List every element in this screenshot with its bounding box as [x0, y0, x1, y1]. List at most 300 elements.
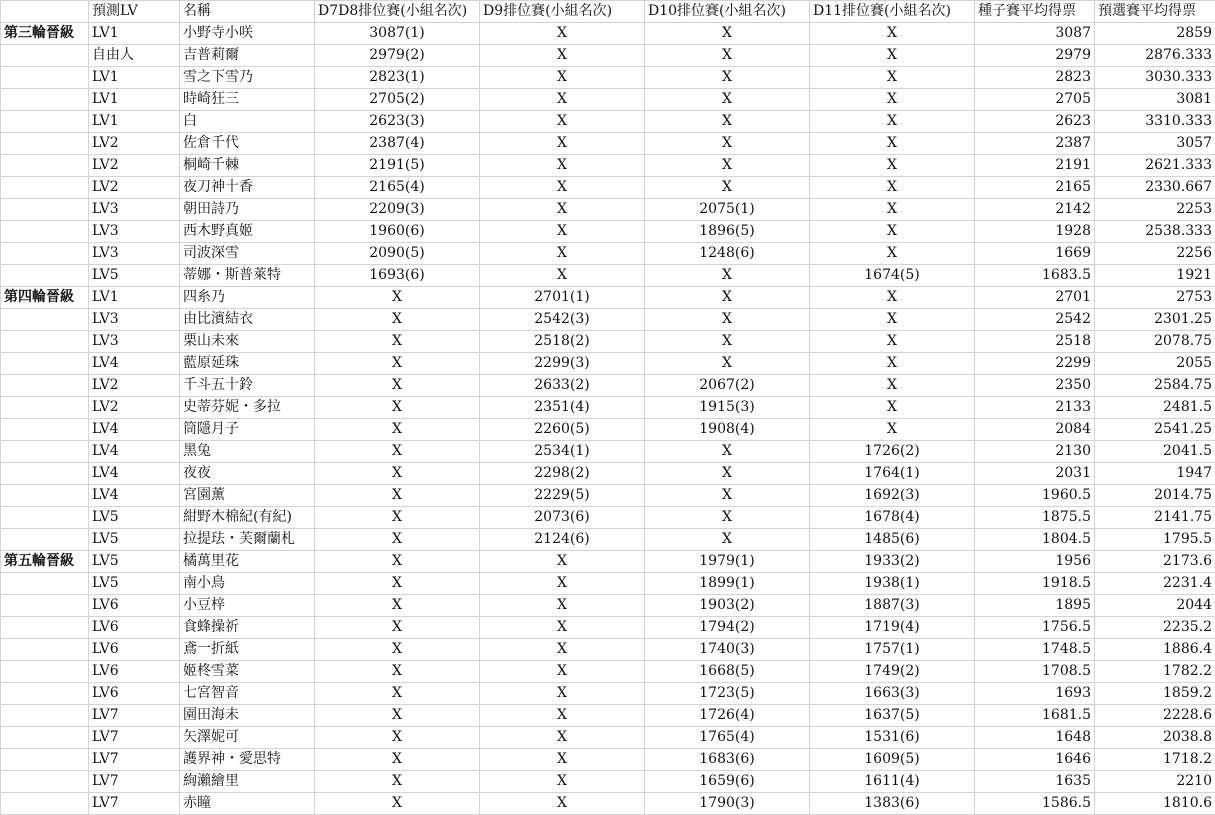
name-cell[interactable]: 南小鳥 [180, 573, 315, 595]
prelim-avg-cell[interactable]: 1782.2 [1095, 661, 1215, 683]
d10-cell[interactable]: X [645, 45, 810, 67]
seed-avg-cell[interactable]: 2542 [975, 309, 1095, 331]
d9-cell[interactable]: X [480, 727, 645, 749]
name-cell[interactable]: 夜刀神十香 [180, 177, 315, 199]
name-cell[interactable]: 西木野真姬 [180, 221, 315, 243]
name-cell[interactable]: 桐崎千棘 [180, 155, 315, 177]
d9-cell[interactable]: 2534(1) [480, 441, 645, 463]
d10-cell[interactable]: X [645, 89, 810, 111]
d10-cell[interactable]: 1915(3) [645, 397, 810, 419]
level-cell[interactable]: LV3 [89, 243, 180, 265]
name-cell[interactable]: 佐倉千代 [180, 133, 315, 155]
d9-cell[interactable]: 2351(4) [480, 397, 645, 419]
prelim-avg-cell[interactable]: 1718.2 [1095, 749, 1215, 771]
d10-cell[interactable]: 1723(5) [645, 683, 810, 705]
seed-avg-cell[interactable]: 2705 [975, 89, 1095, 111]
level-cell[interactable]: LV6 [89, 683, 180, 705]
d10-cell[interactable]: X [645, 287, 810, 309]
level-cell[interactable]: LV7 [89, 727, 180, 749]
d9-cell[interactable]: 2542(3) [480, 309, 645, 331]
prelim-avg-cell[interactable]: 2014.75 [1095, 485, 1215, 507]
d11-cell[interactable]: X [810, 133, 975, 155]
round-cell[interactable]: 第三輪晉級 [1, 23, 89, 45]
d7d8-cell[interactable]: 2090(5) [315, 243, 480, 265]
prelim-avg-cell[interactable]: 2141.75 [1095, 507, 1215, 529]
round-cell[interactable] [1, 375, 89, 397]
d7d8-cell[interactable]: X [315, 441, 480, 463]
d11-cell[interactable]: 1637(5) [810, 705, 975, 727]
d9-cell[interactable]: 2298(2) [480, 463, 645, 485]
header-cell-round[interactable] [1, 1, 89, 23]
prelim-avg-cell[interactable]: 2038.8 [1095, 727, 1215, 749]
d9-cell[interactable]: X [480, 617, 645, 639]
d11-cell[interactable]: 1749(2) [810, 661, 975, 683]
level-cell[interactable]: LV4 [89, 463, 180, 485]
d9-cell[interactable]: 2229(5) [480, 485, 645, 507]
d9-cell[interactable]: X [480, 595, 645, 617]
d10-cell[interactable]: 1726(4) [645, 705, 810, 727]
name-cell[interactable]: 七宮智音 [180, 683, 315, 705]
seed-avg-cell[interactable]: 1648 [975, 727, 1095, 749]
d7d8-cell[interactable]: X [315, 617, 480, 639]
d11-cell[interactable]: 1719(4) [810, 617, 975, 639]
header-cell-prelim-avg[interactable]: 預選賽平均得票 [1095, 1, 1215, 23]
name-cell[interactable]: 黑兔 [180, 441, 315, 463]
header-cell-d7d8[interactable]: D7D8排位賽(小組名次) [315, 1, 480, 23]
d10-cell[interactable]: 1790(3) [645, 793, 810, 815]
d11-cell[interactable]: X [810, 243, 975, 265]
level-cell[interactable]: LV1 [89, 23, 180, 45]
d11-cell[interactable]: X [810, 331, 975, 353]
prelim-avg-cell[interactable]: 2859 [1095, 23, 1215, 45]
d7d8-cell[interactable]: X [315, 573, 480, 595]
level-cell[interactable]: LV6 [89, 617, 180, 639]
round-cell[interactable] [1, 463, 89, 485]
prelim-avg-cell[interactable]: 2228.6 [1095, 705, 1215, 727]
header-cell-seed-avg[interactable]: 種子賽平均得票 [975, 1, 1095, 23]
d10-cell[interactable]: 1683(6) [645, 749, 810, 771]
d7d8-cell[interactable]: X [315, 727, 480, 749]
d9-cell[interactable]: X [480, 265, 645, 287]
header-cell-d10[interactable]: D10排位賽(小組名次) [645, 1, 810, 23]
name-cell[interactable]: 史蒂芬妮・多拉 [180, 397, 315, 419]
seed-avg-cell[interactable]: 1681.5 [975, 705, 1095, 727]
round-cell[interactable] [1, 45, 89, 67]
round-cell[interactable] [1, 485, 89, 507]
d7d8-cell[interactable]: 2823(1) [315, 67, 480, 89]
round-cell[interactable] [1, 727, 89, 749]
name-cell[interactable]: 紺野木棉紀(有紀) [180, 507, 315, 529]
d10-cell[interactable]: X [645, 507, 810, 529]
seed-avg-cell[interactable]: 1928 [975, 221, 1095, 243]
d9-cell[interactable]: X [480, 661, 645, 683]
prelim-avg-cell[interactable]: 3310.333 [1095, 111, 1215, 133]
d7d8-cell[interactable]: 2623(3) [315, 111, 480, 133]
level-cell[interactable]: LV3 [89, 221, 180, 243]
seed-avg-cell[interactable]: 3087 [975, 23, 1095, 45]
level-cell[interactable]: 自由人 [89, 45, 180, 67]
d9-cell[interactable]: X [480, 551, 645, 573]
d10-cell[interactable]: X [645, 111, 810, 133]
d9-cell[interactable]: X [480, 155, 645, 177]
round-cell[interactable] [1, 177, 89, 199]
round-cell[interactable] [1, 199, 89, 221]
prelim-avg-cell[interactable]: 1921 [1095, 265, 1215, 287]
d11-cell[interactable]: X [810, 375, 975, 397]
d9-cell[interactable]: X [480, 177, 645, 199]
d11-cell[interactable]: 1933(2) [810, 551, 975, 573]
round-cell[interactable] [1, 507, 89, 529]
round-cell[interactable] [1, 397, 89, 419]
d11-cell[interactable]: 1692(3) [810, 485, 975, 507]
seed-avg-cell[interactable]: 1756.5 [975, 617, 1095, 639]
level-cell[interactable]: LV3 [89, 331, 180, 353]
d10-cell[interactable]: 2067(2) [645, 375, 810, 397]
name-cell[interactable]: 朝田詩乃 [180, 199, 315, 221]
name-cell[interactable]: 夜夜 [180, 463, 315, 485]
d7d8-cell[interactable]: X [315, 353, 480, 375]
d10-cell[interactable]: X [645, 155, 810, 177]
level-cell[interactable]: LV6 [89, 661, 180, 683]
prelim-avg-cell[interactable]: 2541.25 [1095, 419, 1215, 441]
prelim-avg-cell[interactable]: 1810.6 [1095, 793, 1215, 815]
prelim-avg-cell[interactable]: 2301.25 [1095, 309, 1215, 331]
header-cell-d9[interactable]: D9排位賽(小組名次) [480, 1, 645, 23]
round-cell[interactable] [1, 771, 89, 793]
level-cell[interactable]: LV7 [89, 705, 180, 727]
name-cell[interactable]: 宮園薰 [180, 485, 315, 507]
seed-avg-cell[interactable]: 2299 [975, 353, 1095, 375]
header-cell-predicted-lv[interactable]: 預測LV [89, 1, 180, 23]
d7d8-cell[interactable]: 2705(2) [315, 89, 480, 111]
d9-cell[interactable]: X [480, 133, 645, 155]
d11-cell[interactable]: 1764(1) [810, 463, 975, 485]
prelim-avg-cell[interactable]: 2481.5 [1095, 397, 1215, 419]
d9-cell[interactable]: X [480, 639, 645, 661]
name-cell[interactable]: 時崎狂三 [180, 89, 315, 111]
d10-cell[interactable]: 1908(4) [645, 419, 810, 441]
d9-cell[interactable]: X [480, 573, 645, 595]
d7d8-cell[interactable]: X [315, 419, 480, 441]
d7d8-cell[interactable]: 2979(2) [315, 45, 480, 67]
round-cell[interactable] [1, 221, 89, 243]
d11-cell[interactable]: 1611(4) [810, 771, 975, 793]
d7d8-cell[interactable]: X [315, 287, 480, 309]
round-cell[interactable] [1, 89, 89, 111]
d11-cell[interactable]: X [810, 397, 975, 419]
level-cell[interactable]: LV1 [89, 89, 180, 111]
round-cell[interactable] [1, 309, 89, 331]
name-cell[interactable]: 雪之下雪乃 [180, 67, 315, 89]
prelim-avg-cell[interactable]: 1859.2 [1095, 683, 1215, 705]
d11-cell[interactable]: 1726(2) [810, 441, 975, 463]
seed-avg-cell[interactable]: 1875.5 [975, 507, 1095, 529]
prelim-avg-cell[interactable]: 2253 [1095, 199, 1215, 221]
d11-cell[interactable]: 1938(1) [810, 573, 975, 595]
seed-avg-cell[interactable]: 1635 [975, 771, 1095, 793]
d9-cell[interactable]: X [480, 89, 645, 111]
round-cell[interactable] [1, 419, 89, 441]
round-cell[interactable] [1, 331, 89, 353]
d11-cell[interactable]: X [810, 287, 975, 309]
d10-cell[interactable]: 1765(4) [645, 727, 810, 749]
d9-cell[interactable]: 2701(1) [480, 287, 645, 309]
seed-avg-cell[interactable]: 1918.5 [975, 573, 1095, 595]
seed-avg-cell[interactable]: 1693 [975, 683, 1095, 705]
d11-cell[interactable]: X [810, 199, 975, 221]
d9-cell[interactable]: 2260(5) [480, 419, 645, 441]
round-cell[interactable] [1, 705, 89, 727]
round-cell[interactable] [1, 617, 89, 639]
level-cell[interactable]: LV2 [89, 177, 180, 199]
d7d8-cell[interactable]: 1693(6) [315, 265, 480, 287]
d10-cell[interactable]: 2075(1) [645, 199, 810, 221]
seed-avg-cell[interactable]: 2133 [975, 397, 1095, 419]
round-cell[interactable] [1, 243, 89, 265]
round-cell[interactable]: 第四輪晉級 [1, 287, 89, 309]
d11-cell[interactable]: 1674(5) [810, 265, 975, 287]
level-cell[interactable]: LV6 [89, 595, 180, 617]
prelim-avg-cell[interactable]: 1947 [1095, 463, 1215, 485]
d7d8-cell[interactable]: X [315, 705, 480, 727]
d10-cell[interactable]: 1668(5) [645, 661, 810, 683]
d9-cell[interactable]: X [480, 705, 645, 727]
name-cell[interactable]: 絢瀨繪里 [180, 771, 315, 793]
d11-cell[interactable]: 1887(3) [810, 595, 975, 617]
d11-cell[interactable]: 1663(3) [810, 683, 975, 705]
level-cell[interactable]: LV2 [89, 155, 180, 177]
prelim-avg-cell[interactable]: 3030.333 [1095, 67, 1215, 89]
level-cell[interactable]: LV5 [89, 551, 180, 573]
round-cell[interactable] [1, 133, 89, 155]
level-cell[interactable]: LV1 [89, 111, 180, 133]
round-cell[interactable]: 第五輪晉級 [1, 551, 89, 573]
level-cell[interactable]: LV7 [89, 771, 180, 793]
seed-avg-cell[interactable]: 2165 [975, 177, 1095, 199]
d10-cell[interactable]: X [645, 177, 810, 199]
d9-cell[interactable]: X [480, 221, 645, 243]
seed-avg-cell[interactable]: 2084 [975, 419, 1095, 441]
d9-cell[interactable]: X [480, 45, 645, 67]
level-cell[interactable]: LV1 [89, 67, 180, 89]
d10-cell[interactable]: 1248(6) [645, 243, 810, 265]
seed-avg-cell[interactable]: 2142 [975, 199, 1095, 221]
prelim-avg-cell[interactable]: 2055 [1095, 353, 1215, 375]
d10-cell[interactable]: X [645, 133, 810, 155]
round-cell[interactable] [1, 265, 89, 287]
seed-avg-cell[interactable]: 2979 [975, 45, 1095, 67]
round-cell[interactable] [1, 749, 89, 771]
d10-cell[interactable]: 1740(3) [645, 639, 810, 661]
seed-avg-cell[interactable]: 1895 [975, 595, 1095, 617]
d7d8-cell[interactable]: X [315, 771, 480, 793]
d7d8-cell[interactable]: X [315, 683, 480, 705]
d10-cell[interactable]: X [645, 353, 810, 375]
round-cell[interactable] [1, 639, 89, 661]
d11-cell[interactable]: 1757(1) [810, 639, 975, 661]
d7d8-cell[interactable]: X [315, 793, 480, 815]
d9-cell[interactable]: 2299(3) [480, 353, 645, 375]
level-cell[interactable]: LV4 [89, 353, 180, 375]
seed-avg-cell[interactable]: 2823 [975, 67, 1095, 89]
d10-cell[interactable]: X [645, 441, 810, 463]
seed-avg-cell[interactable]: 1683.5 [975, 265, 1095, 287]
d7d8-cell[interactable]: X [315, 595, 480, 617]
name-cell[interactable]: 千斗五十鈴 [180, 375, 315, 397]
d11-cell[interactable]: X [810, 155, 975, 177]
d11-cell[interactable]: 1609(5) [810, 749, 975, 771]
name-cell[interactable]: 鳶一折紙 [180, 639, 315, 661]
name-cell[interactable]: 矢澤妮可 [180, 727, 315, 749]
d10-cell[interactable]: 1794(2) [645, 617, 810, 639]
d9-cell[interactable]: X [480, 683, 645, 705]
level-cell[interactable]: LV5 [89, 573, 180, 595]
round-cell[interactable] [1, 573, 89, 595]
name-cell[interactable]: 蒂娜・斯普萊特 [180, 265, 315, 287]
level-cell[interactable]: LV4 [89, 419, 180, 441]
level-cell[interactable]: LV5 [89, 507, 180, 529]
seed-avg-cell[interactable]: 1960.5 [975, 485, 1095, 507]
level-cell[interactable]: LV2 [89, 397, 180, 419]
name-cell[interactable]: 四糸乃 [180, 287, 315, 309]
name-cell[interactable]: 拉提珐・芙爾蘭札 [180, 529, 315, 551]
d10-cell[interactable]: 1903(2) [645, 595, 810, 617]
seed-avg-cell[interactable]: 2623 [975, 111, 1095, 133]
seed-avg-cell[interactable]: 1804.5 [975, 529, 1095, 551]
seed-avg-cell[interactable]: 1646 [975, 749, 1095, 771]
d11-cell[interactable]: X [810, 45, 975, 67]
d7d8-cell[interactable]: 2387(4) [315, 133, 480, 155]
d11-cell[interactable]: X [810, 353, 975, 375]
d7d8-cell[interactable]: X [315, 529, 480, 551]
d11-cell[interactable]: 1383(6) [810, 793, 975, 815]
d10-cell[interactable]: X [645, 463, 810, 485]
d9-cell[interactable]: X [480, 111, 645, 133]
d9-cell[interactable]: 2518(2) [480, 331, 645, 353]
d7d8-cell[interactable]: 2209(3) [315, 199, 480, 221]
d11-cell[interactable]: X [810, 89, 975, 111]
name-cell[interactable]: 小野寺小咲 [180, 23, 315, 45]
name-cell[interactable]: 姬柊雪菜 [180, 661, 315, 683]
d7d8-cell[interactable]: X [315, 551, 480, 573]
d11-cell[interactable]: X [810, 23, 975, 45]
d9-cell[interactable]: X [480, 749, 645, 771]
name-cell[interactable]: 藍原延珠 [180, 353, 315, 375]
seed-avg-cell[interactable]: 1956 [975, 551, 1095, 573]
seed-avg-cell[interactable]: 1669 [975, 243, 1095, 265]
d10-cell[interactable]: X [645, 265, 810, 287]
seed-avg-cell[interactable]: 2350 [975, 375, 1095, 397]
seed-avg-cell[interactable]: 1708.5 [975, 661, 1095, 683]
d7d8-cell[interactable]: 3087(1) [315, 23, 480, 45]
prelim-avg-cell[interactable]: 3057 [1095, 133, 1215, 155]
d11-cell[interactable]: X [810, 111, 975, 133]
d11-cell[interactable]: 1678(4) [810, 507, 975, 529]
level-cell[interactable]: LV7 [89, 793, 180, 815]
d11-cell[interactable]: X [810, 419, 975, 441]
name-cell[interactable]: 園田海未 [180, 705, 315, 727]
d7d8-cell[interactable]: 2191(5) [315, 155, 480, 177]
prelim-avg-cell[interactable]: 2231.4 [1095, 573, 1215, 595]
d10-cell[interactable]: 1659(6) [645, 771, 810, 793]
prelim-avg-cell[interactable]: 2210 [1095, 771, 1215, 793]
level-cell[interactable]: LV4 [89, 485, 180, 507]
name-cell[interactable]: 橘萬里花 [180, 551, 315, 573]
prelim-avg-cell[interactable]: 1886.4 [1095, 639, 1215, 661]
prelim-avg-cell[interactable]: 2584.75 [1095, 375, 1215, 397]
d9-cell[interactable]: 2124(6) [480, 529, 645, 551]
d7d8-cell[interactable]: X [315, 507, 480, 529]
d11-cell[interactable]: 1531(6) [810, 727, 975, 749]
d7d8-cell[interactable]: X [315, 749, 480, 771]
seed-avg-cell[interactable]: 2518 [975, 331, 1095, 353]
level-cell[interactable]: LV6 [89, 639, 180, 661]
d7d8-cell[interactable]: X [315, 397, 480, 419]
prelim-avg-cell[interactable]: 2330.667 [1095, 177, 1215, 199]
seed-avg-cell[interactable]: 1586.5 [975, 793, 1095, 815]
level-cell[interactable]: LV5 [89, 529, 180, 551]
d11-cell[interactable]: X [810, 221, 975, 243]
d10-cell[interactable]: 1899(1) [645, 573, 810, 595]
prelim-avg-cell[interactable]: 2753 [1095, 287, 1215, 309]
d10-cell[interactable]: 1979(1) [645, 551, 810, 573]
prelim-avg-cell[interactable]: 2078.75 [1095, 331, 1215, 353]
level-cell[interactable]: LV4 [89, 441, 180, 463]
level-cell[interactable]: LV2 [89, 133, 180, 155]
d9-cell[interactable]: X [480, 23, 645, 45]
prelim-avg-cell[interactable]: 2621.333 [1095, 155, 1215, 177]
d10-cell[interactable]: X [645, 485, 810, 507]
round-cell[interactable] [1, 353, 89, 375]
d7d8-cell[interactable]: X [315, 661, 480, 683]
level-cell[interactable]: LV3 [89, 309, 180, 331]
level-cell[interactable]: LV1 [89, 287, 180, 309]
seed-avg-cell[interactable]: 2191 [975, 155, 1095, 177]
d7d8-cell[interactable]: X [315, 331, 480, 353]
d9-cell[interactable]: X [480, 199, 645, 221]
d10-cell[interactable]: X [645, 309, 810, 331]
d7d8-cell[interactable]: X [315, 485, 480, 507]
d9-cell[interactable]: X [480, 771, 645, 793]
name-cell[interactable]: 護界神・愛思特 [180, 749, 315, 771]
d7d8-cell[interactable]: X [315, 639, 480, 661]
header-cell-d11[interactable]: D11排位賽(小組名次) [810, 1, 975, 23]
name-cell[interactable]: 由比濱結衣 [180, 309, 315, 331]
d7d8-cell[interactable]: X [315, 463, 480, 485]
prelim-avg-cell[interactable]: 2256 [1095, 243, 1215, 265]
d9-cell[interactable]: 2633(2) [480, 375, 645, 397]
seed-avg-cell[interactable]: 2031 [975, 463, 1095, 485]
seed-avg-cell[interactable]: 2701 [975, 287, 1095, 309]
round-cell[interactable] [1, 441, 89, 463]
round-cell[interactable] [1, 155, 89, 177]
round-cell[interactable] [1, 111, 89, 133]
level-cell[interactable]: LV7 [89, 749, 180, 771]
d10-cell[interactable]: X [645, 67, 810, 89]
round-cell[interactable] [1, 529, 89, 551]
prelim-avg-cell[interactable]: 2876.333 [1095, 45, 1215, 67]
level-cell[interactable]: LV5 [89, 265, 180, 287]
d10-cell[interactable]: 1896(5) [645, 221, 810, 243]
seed-avg-cell[interactable]: 2387 [975, 133, 1095, 155]
name-cell[interactable]: 筒隱月子 [180, 419, 315, 441]
name-cell[interactable]: 吉普莉爾 [180, 45, 315, 67]
prelim-avg-cell[interactable]: 2173.6 [1095, 551, 1215, 573]
level-cell[interactable]: LV3 [89, 199, 180, 221]
name-cell[interactable]: 栗山未來 [180, 331, 315, 353]
level-cell[interactable]: LV2 [89, 375, 180, 397]
seed-avg-cell[interactable]: 2130 [975, 441, 1095, 463]
